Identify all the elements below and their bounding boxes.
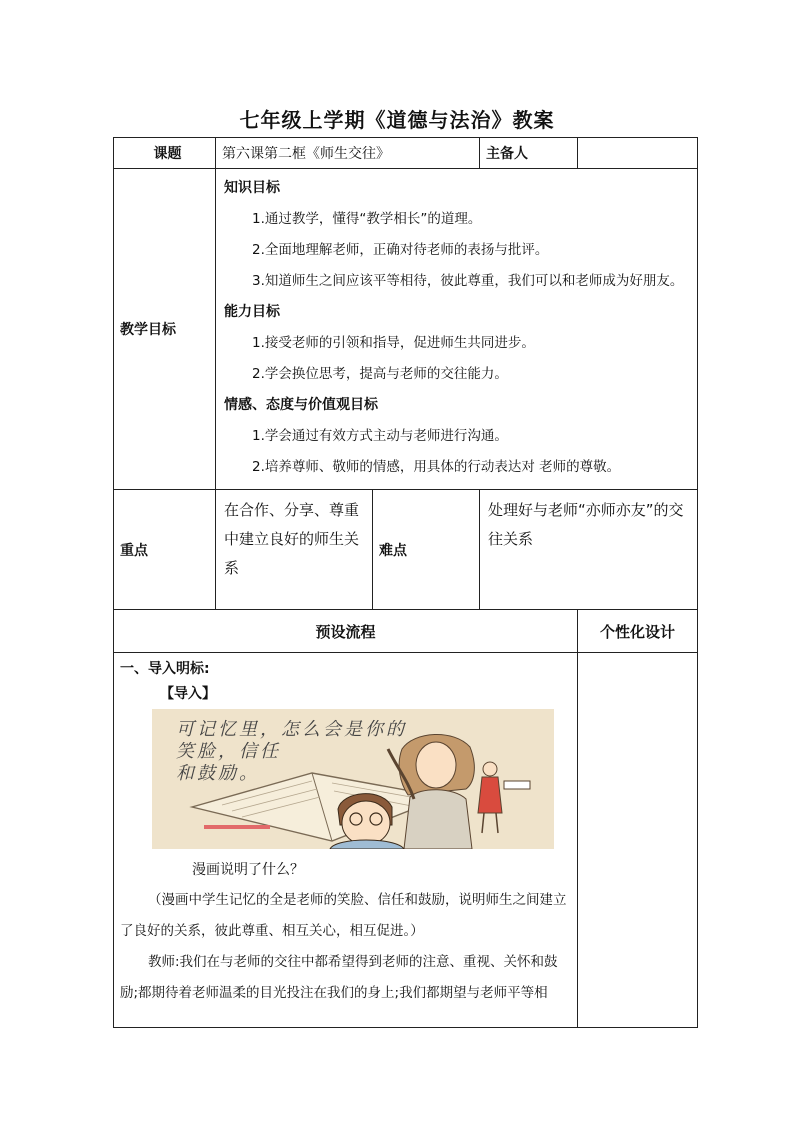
objective-heading-emotion: 情感、态度与价值观目标 bbox=[224, 397, 378, 413]
objective-heading-ability: 能力目标 bbox=[224, 304, 280, 320]
objectives-label: 教学目标 bbox=[114, 169, 216, 490]
teacher-speech: 教师:我们在与老师的交往中都希望得到老师的注意、重视、关怀和鼓励;都期待着老师温柔的目光投注在我们的身上;我们都期望与老师平等相 bbox=[120, 954, 558, 1001]
comic-illustration bbox=[152, 709, 554, 849]
topic-value: 第六课第二框《师生交往》 bbox=[216, 138, 480, 169]
comic-question: 漫画说明了什么？ bbox=[192, 862, 304, 878]
key-point-label: 重点 bbox=[114, 490, 216, 610]
objective-item: 2.学会换位思考，提高与老师的交往能力。 bbox=[252, 366, 508, 382]
lesson-plan-table bbox=[113, 137, 698, 1028]
preparer-value bbox=[578, 138, 698, 169]
comic-caption-line3: 和鼓励。 bbox=[176, 763, 260, 784]
intro-subheading: 【导入】 bbox=[160, 686, 216, 702]
process-content bbox=[114, 653, 578, 1028]
document-title: 七年级上学期《道德与法治》教案 bbox=[239, 108, 555, 132]
section-intro-heading: 一、导入明标: bbox=[120, 661, 210, 677]
preparer-label: 主备人 bbox=[480, 138, 578, 169]
topic-label: 课题 bbox=[114, 138, 216, 169]
objective-item: 1.接受老师的引领和指导，促进师生共同进步。 bbox=[252, 335, 535, 351]
objective-heading-knowledge: 知识目标 bbox=[224, 180, 280, 196]
difficulty-value: 处理好与老师“亦师亦友”的交往关系 bbox=[480, 490, 698, 610]
objective-item: 1.通过教学，懂得“教学相长”的道理。 bbox=[252, 211, 482, 227]
personal-design-header: 个性化设计 bbox=[578, 610, 698, 653]
comic-answer: （漫画中学生记忆的全是老师的笑脸、信任和鼓励，说明师生之间建立了良好的关系，彼此尊重、相互关心，相互促进。） bbox=[120, 892, 567, 939]
objective-item: 1.学会通过有效方式主动与老师进行沟通。 bbox=[252, 428, 508, 444]
objective-item: 2.全面地理解老师，正确对待老师的表扬与批评。 bbox=[252, 242, 549, 258]
process-header: 预设流程 bbox=[114, 610, 578, 653]
difficulty-label: 难点 bbox=[373, 490, 480, 610]
objective-item: 3.知道师生之间应该平等相待，彼此尊重，我们可以和老师成为好朋友。 bbox=[252, 273, 684, 289]
comic-caption-line1: 可记忆里，怎么会是你的 bbox=[176, 719, 407, 740]
objectives-content bbox=[216, 169, 698, 490]
comic-caption-line2: 笑脸，信任 bbox=[176, 741, 281, 762]
key-point-value: 在合作、分享、尊重中建立良好的师生关系 bbox=[216, 490, 373, 610]
objective-item: 2.培养尊师、敬师的情感，用具体的行动表达对 老师的尊敬。 bbox=[252, 459, 621, 475]
personal-design-cell bbox=[578, 653, 698, 1028]
